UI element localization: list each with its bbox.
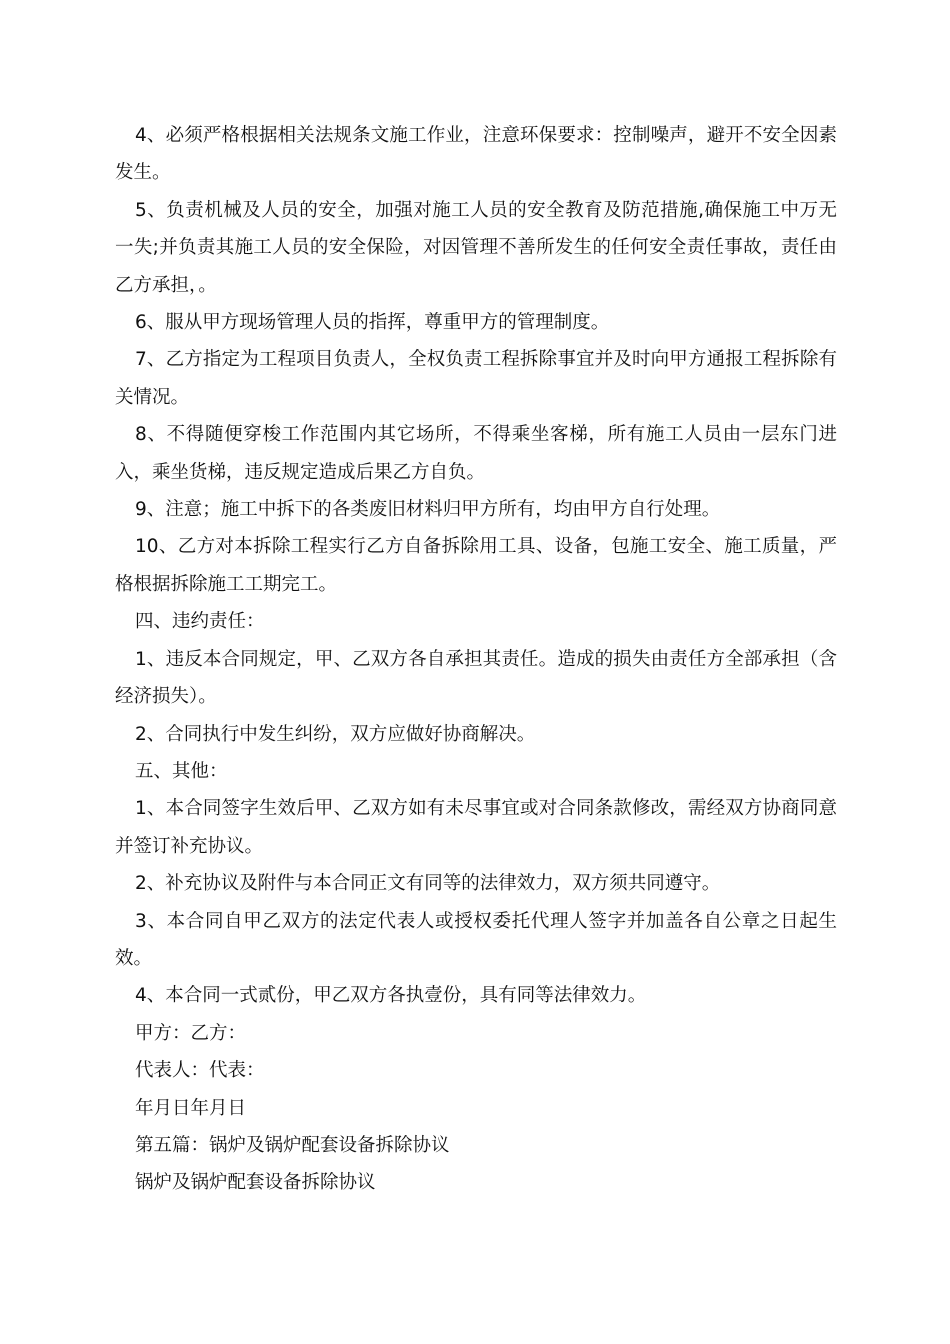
clause-paragraph: 3、本合同自甲乙双方的法定代表人或授权委托代理人签字并加盖各自公章之日起生效。 — [115, 910, 837, 969]
clause-paragraph: 7、乙方指定为工程项目负责人，全权负责工程拆除事宜并及时向甲方通报工程拆除有关情况。 — [115, 349, 837, 408]
clause-paragraph: 6、服从甲方现场管理人员的指挥，尊重甲方的管理制度。 — [135, 312, 610, 334]
document-body — [115, 117, 837, 1202]
clause-paragraph: 5、负责机械及人员的安全，加强对施工人员的安全教育及防范措施,确保施工中万无一失;并负责其施工人员的安全保险，对因管理不善所发生的任何安全责任事故，责任由乙方承担，。 — [115, 199, 837, 296]
section-heading: 五、其他： — [135, 760, 228, 782]
agreement-title: 锅炉及锅炉配套设备拆除协议 — [135, 1172, 376, 1194]
clause-paragraph: 4、必须严格根据相关法规条文施工作业，注意环保要求：控制噪声，避开不安全因素发生。 — [115, 125, 837, 184]
clause-paragraph: 2、合同执行中发生纠纷，双方应做好协商解决。 — [135, 723, 536, 745]
section-heading: 四、违约责任： — [135, 611, 265, 633]
clause-paragraph: 1、本合同签字生效后甲、乙双方如有未尽事宜或对合同条款修改，需经双方协商同意并签订补充协议。 — [115, 798, 837, 857]
clause-paragraph: 4、本合同一式贰份，甲乙双方各执壹份，具有同等法律效力。 — [135, 985, 647, 1007]
clause-paragraph: 10、乙方对本拆除工程实行乙方自备拆除用工具、设备，包施工安全、施工质量，严格根据拆除施工工期完工。 — [115, 536, 837, 595]
chapter-heading: 第五篇：锅炉及锅炉配套设备拆除协议 — [135, 1134, 450, 1156]
clause-paragraph: 2、补充协议及附件与本合同正文有同等的法律效力，双方须共同遵守。 — [135, 873, 721, 895]
signature-dates: 年月日年月日 — [135, 1097, 247, 1119]
clause-paragraph: 8、不得随便穿梭工作范围内其它场所，不得乘坐客梯，所有施工人员由一层东门进入，乘坐货梯，违反规定造成后果乙方自负。 — [115, 424, 837, 483]
signature-representatives: 代表人：代表： — [135, 1060, 265, 1082]
signature-parties: 甲方：乙方： — [135, 1022, 247, 1044]
clause-paragraph: 1、违反本合同规定，甲、乙双方各自承担其责任。造成的损失由责任方全部承担（含经济损失）。 — [115, 648, 837, 708]
clause-paragraph: 9、注意；施工中拆下的各类废旧材料归甲方所有，均由甲方自行处理。 — [135, 499, 721, 521]
